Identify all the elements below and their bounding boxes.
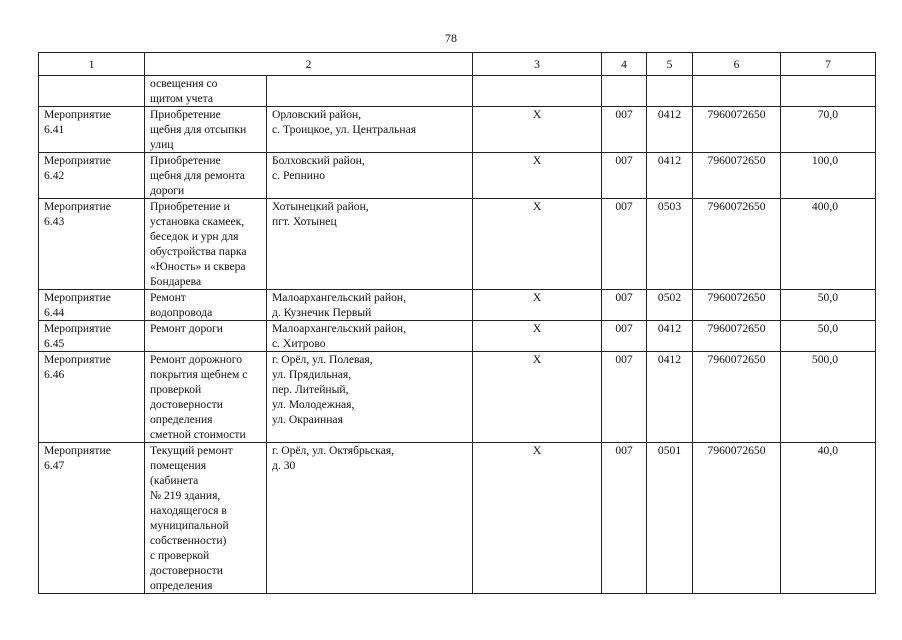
cell-col6: 7960072650 [693, 199, 781, 290]
cell-event: Мероприятие 6.43 [39, 199, 145, 290]
cell-col3: Х [473, 290, 602, 321]
cell-col5: 0503 [647, 199, 693, 290]
cell-col6: 7960072650 [693, 321, 781, 352]
cell-col3: Х [473, 107, 602, 153]
cell-col3: Х [473, 153, 602, 199]
cell-event: Мероприятие 6.47 [39, 443, 145, 594]
cell-name: Текущий ремонт помещения (кабинета № 219 здания, находящегося в муниципальной собственности) с проверкой достоверности определения [145, 443, 267, 594]
column-header-2: 2 [145, 53, 473, 76]
cell-col5: 0412 [647, 352, 693, 443]
cell-col4: 007 [602, 352, 647, 443]
cell-event: Мероприятие 6.45 [39, 321, 145, 352]
cell-event: Мероприятие 6.42 [39, 153, 145, 199]
table-row [39, 107, 876, 153]
cell-col4: 007 [602, 321, 647, 352]
cell-event: Мероприятие 6.44 [39, 290, 145, 321]
cell-col4 [602, 76, 647, 107]
cell-col3 [473, 76, 602, 107]
cell-name: освещения со щитом учета [145, 76, 267, 107]
table-row [39, 443, 876, 594]
column-number-row [39, 53, 876, 76]
cell-col6: 7960072650 [693, 443, 781, 594]
cell-col7: 70,0 [781, 107, 876, 153]
cell-location: Хотынецкий район, пгт. Хотынец [267, 199, 473, 290]
column-header-6: 6 [693, 53, 781, 76]
cell-col6: 7960072650 [693, 107, 781, 153]
cell-col5 [647, 76, 693, 107]
cell-location: Малоархангельский район, д. Кузнечик Первый [267, 290, 473, 321]
cell-col6: 7960072650 [693, 153, 781, 199]
column-header-5: 5 [647, 53, 693, 76]
column-header-7: 7 [781, 53, 876, 76]
cell-col4: 007 [602, 153, 647, 199]
cell-event [39, 76, 145, 107]
cell-col7: 100,0 [781, 153, 876, 199]
cell-col7: 40,0 [781, 443, 876, 594]
table-row [39, 352, 876, 443]
cell-col3: Х [473, 443, 602, 594]
cell-col5: 0412 [647, 107, 693, 153]
cell-location: Болховский район, с. Репнино [267, 153, 473, 199]
cell-name: Ремонт дороги [145, 321, 267, 352]
cell-name: Приобретение щебня для ремонта дороги [145, 153, 267, 199]
cell-col4: 007 [602, 443, 647, 594]
cell-col7: 400,0 [781, 199, 876, 290]
cell-col6: 7960072650 [693, 290, 781, 321]
cell-event: Мероприятие 6.41 [39, 107, 145, 153]
cell-col5: 0412 [647, 321, 693, 352]
column-header-1: 1 [39, 53, 145, 76]
table-row [39, 290, 876, 321]
cell-col5: 0502 [647, 290, 693, 321]
cell-col6: 7960072650 [693, 352, 781, 443]
cell-col4: 007 [602, 290, 647, 321]
cell-col4: 007 [602, 199, 647, 290]
cell-col7: 50,0 [781, 290, 876, 321]
cell-col7 [781, 76, 876, 107]
cell-col4: 007 [602, 107, 647, 153]
cell-location: г. Орёл, ул. Полевая, ул. Прядильная, пер. Литейный, ул. Молодежная, ул. Окраинная [267, 352, 473, 443]
cell-location: г. Орёл, ул. Октябрьская, д. 30 [267, 443, 473, 594]
cell-event: Мероприятие 6.46 [39, 352, 145, 443]
table-row [39, 153, 876, 199]
table-row [39, 321, 876, 352]
cell-col3: Х [473, 352, 602, 443]
continuation-row [39, 76, 876, 107]
table-row [39, 199, 876, 290]
cell-location: Орловский район, с. Троицкое, ул. Центральная [267, 107, 473, 153]
cell-col5: 0501 [647, 443, 693, 594]
cell-location [267, 76, 473, 107]
cell-name: Ремонт дорожного покрытия щебнем с проверкой достоверности определения сметной стоимости [145, 352, 267, 443]
cell-col7: 500,0 [781, 352, 876, 443]
cell-col6 [693, 76, 781, 107]
cell-col7: 50,0 [781, 321, 876, 352]
cell-name: Приобретение и установка скамеек, беседок и урн для обустройства парка «Юность» и сквера Бондарева [145, 199, 267, 290]
cell-location: Малоархангельский район, с. Хитрово [267, 321, 473, 352]
cell-col3: Х [473, 199, 602, 290]
cell-col3: Х [473, 321, 602, 352]
budget-table [38, 52, 876, 594]
cell-col5: 0412 [647, 153, 693, 199]
column-header-4: 4 [602, 53, 647, 76]
cell-name: Приобретение щебня для отсыпки улиц [145, 107, 267, 153]
page-number: 78 [445, 31, 457, 45]
column-header-3: 3 [473, 53, 602, 76]
cell-name: Ремонт водопровода [145, 290, 267, 321]
